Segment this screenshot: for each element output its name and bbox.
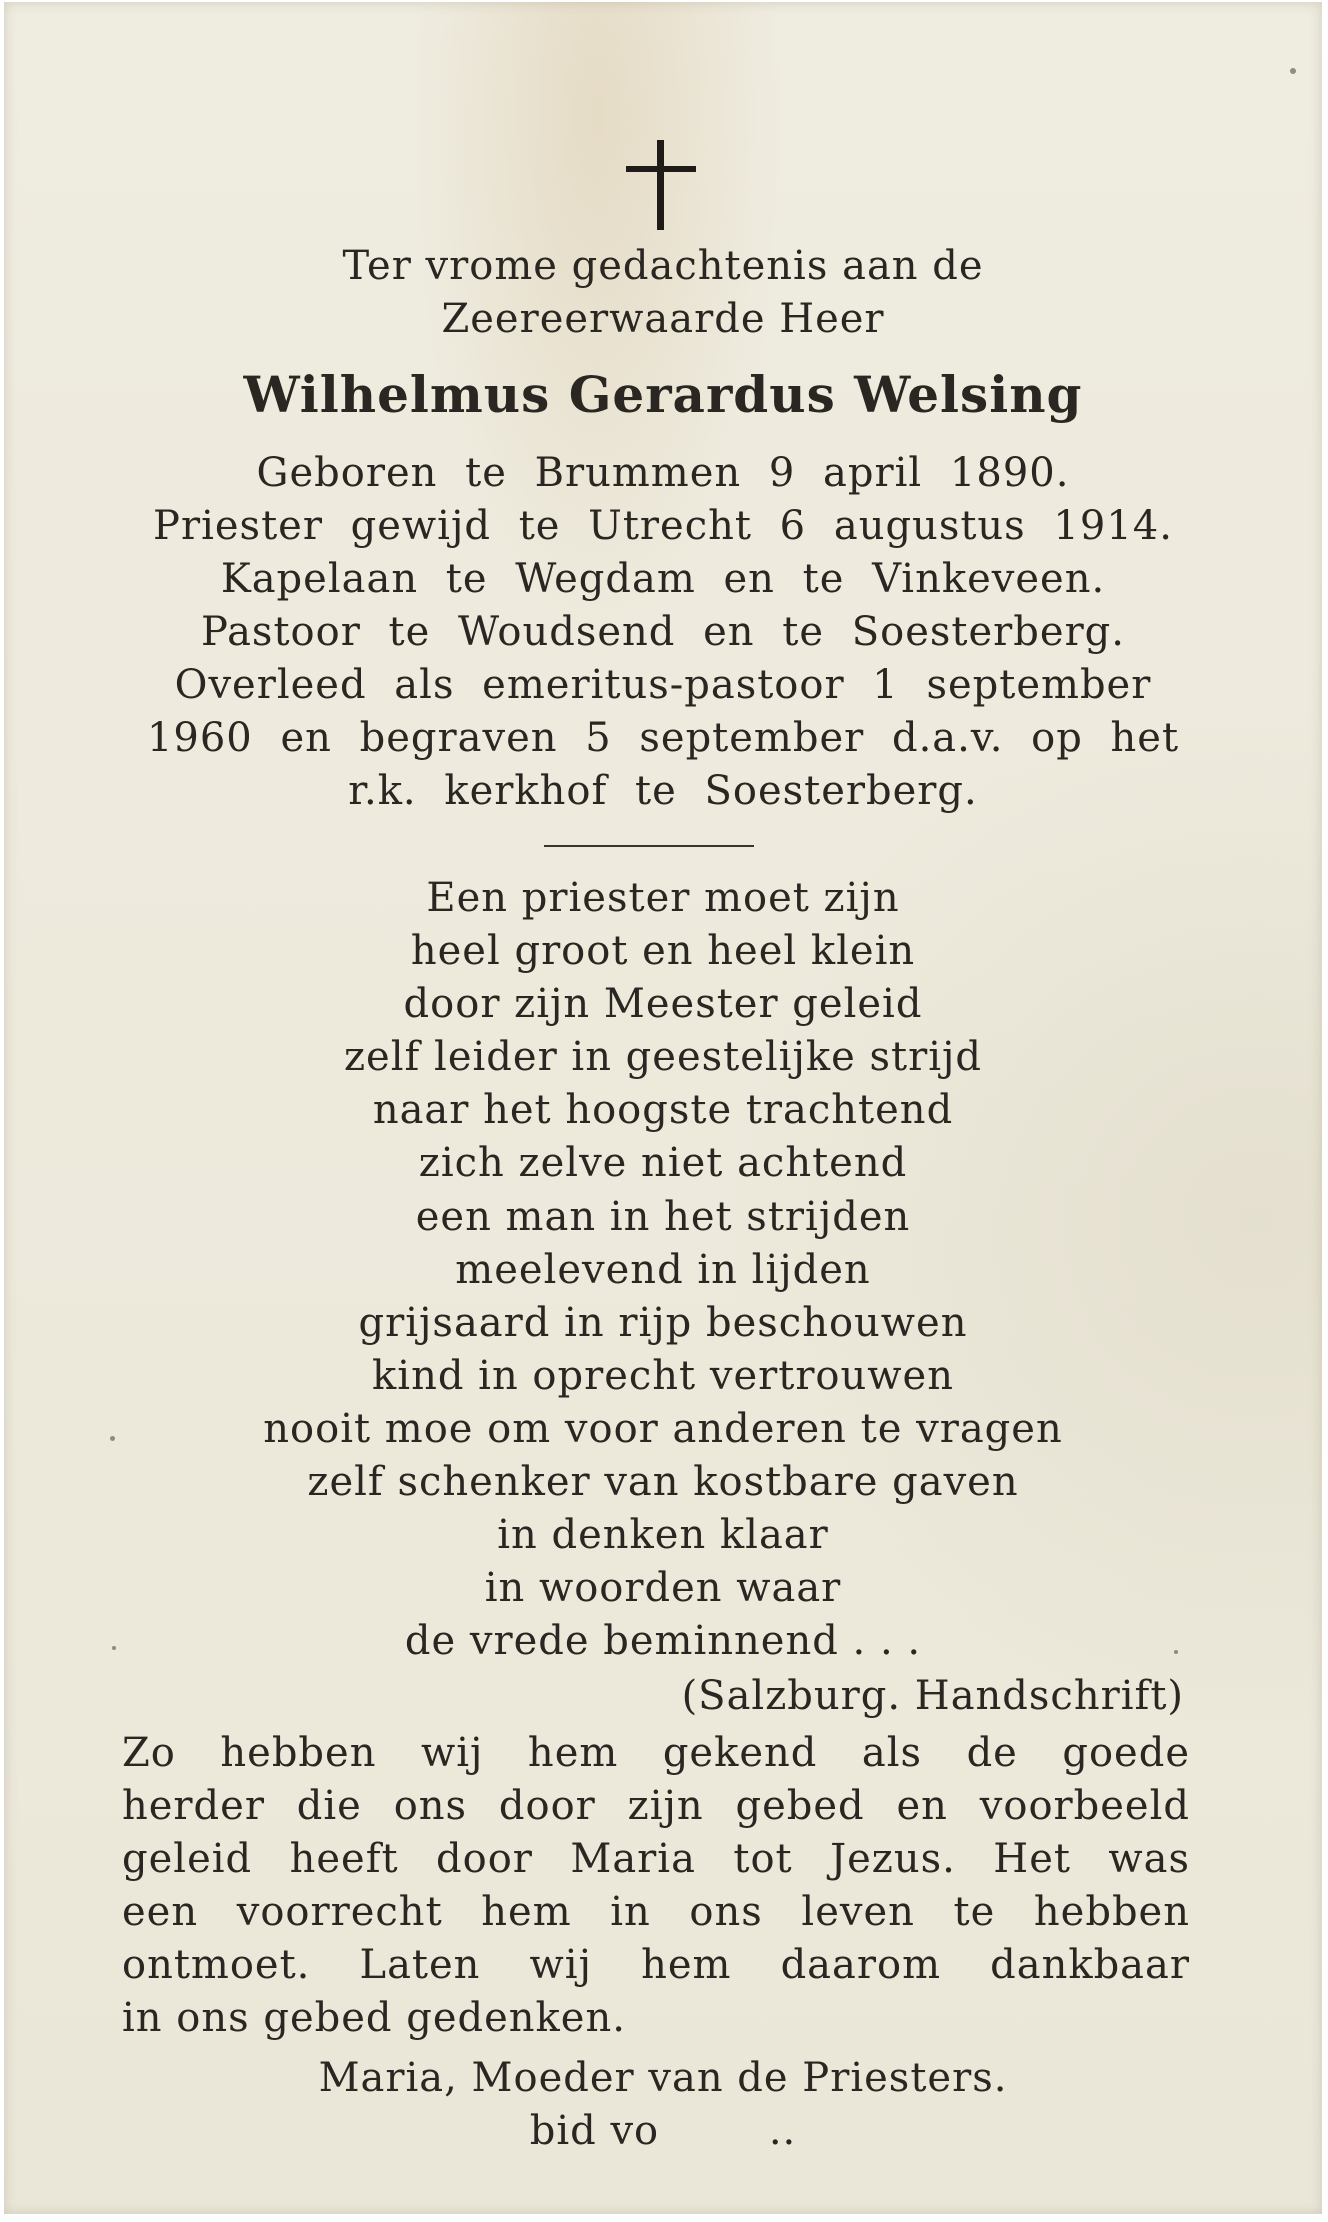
closing-line: in ons gebed gedenken. <box>122 1995 626 2041</box>
poem-line: door zijn Meester geleid <box>403 981 923 1028</box>
poem-line: een man in het strijden <box>415 1193 911 1240</box>
bio-line: 1960 en begraven 5 september d.a.v. op het <box>146 715 1180 761</box>
poem-line: de vrede beminnend . . . <box>404 1618 922 1665</box>
paper-speck <box>1174 1650 1178 1654</box>
poem-line: in woorden waar <box>484 1565 842 1612</box>
poem-source: (Salzburg. Handschrift) <box>681 1673 1184 1719</box>
poem-line: kind in oprecht vertrouwen <box>372 1352 954 1399</box>
closing-line: een voorrecht hem in ons leven te hebben <box>122 1889 1190 1935</box>
bio-line: Geboren te Brummen 9 april 1890. <box>256 450 1070 496</box>
bio-line: Kapelaan te Wegdam en te Vinkeveen. <box>220 556 1106 602</box>
poem-line: naar het hoogste trachtend <box>372 1087 954 1134</box>
closing-paragraph <box>122 1727 1190 2045</box>
bio-line: r.k. kerkhof te Soesterberg. <box>348 768 978 814</box>
poem-line: heel groot en heel klein <box>410 928 916 975</box>
signoff-line: Maria, Moeder van de Priesters. <box>318 2055 1008 2101</box>
poem <box>4 872 1322 1668</box>
intro-line: Zeereerwaarde Heer <box>441 296 885 342</box>
poem-line: grijsaard in rijp beschouwen <box>358 1299 968 1346</box>
poem-line: zelf leider in geestelijke strijd <box>343 1034 983 1081</box>
bio-line: Pastoor te Woudsend en te Soesterberg. <box>200 609 1126 655</box>
memorial-card <box>4 2 1322 2214</box>
closing-line: herder die ons door zijn gebed en voorbeeld <box>122 1783 1190 1829</box>
divider <box>544 845 754 847</box>
poem-line: in denken klaar <box>497 1512 829 1559</box>
poem-line: Een priester moet zijn <box>426 875 900 921</box>
poem-line: zich zelve niet achtend <box>418 1140 908 1187</box>
bio-line: Overleed als emeritus-pastoor 1 september <box>174 662 1152 708</box>
signoff-line: bid vo .. <box>529 2108 797 2154</box>
intro-line: Ter vrome gedachtenis aan de <box>342 243 984 289</box>
intro-text <box>4 240 1322 346</box>
closing-line: geleid heeft door Maria tot Jezus. Het was <box>122 1836 1190 1882</box>
poem-line: zelf schenker van kostbare gaven <box>307 1459 1019 1506</box>
bio-line: Priester gewijd te Utrecht 6 augustus 1914. <box>153 503 1173 549</box>
poem-line: meelevend in lijden <box>455 1246 871 1293</box>
poem-line: nooit moe om voor anderen te vragen <box>263 1405 1063 1452</box>
closing-line: Zo hebben wij hem gekend als de goede <box>122 1730 1190 1776</box>
paper-speck <box>110 1436 115 1441</box>
deceased-name: Wilhelmus Gerardus Welsing <box>243 365 1083 424</box>
biography <box>4 447 1322 818</box>
closing-line: ontmoet. Laten wij hem daarom dankbaar <box>122 1942 1190 1988</box>
cross-icon <box>626 140 696 232</box>
prayer-signoff <box>4 2052 1322 2158</box>
paper-speck <box>112 1646 116 1650</box>
paper-speck <box>1290 68 1296 74</box>
